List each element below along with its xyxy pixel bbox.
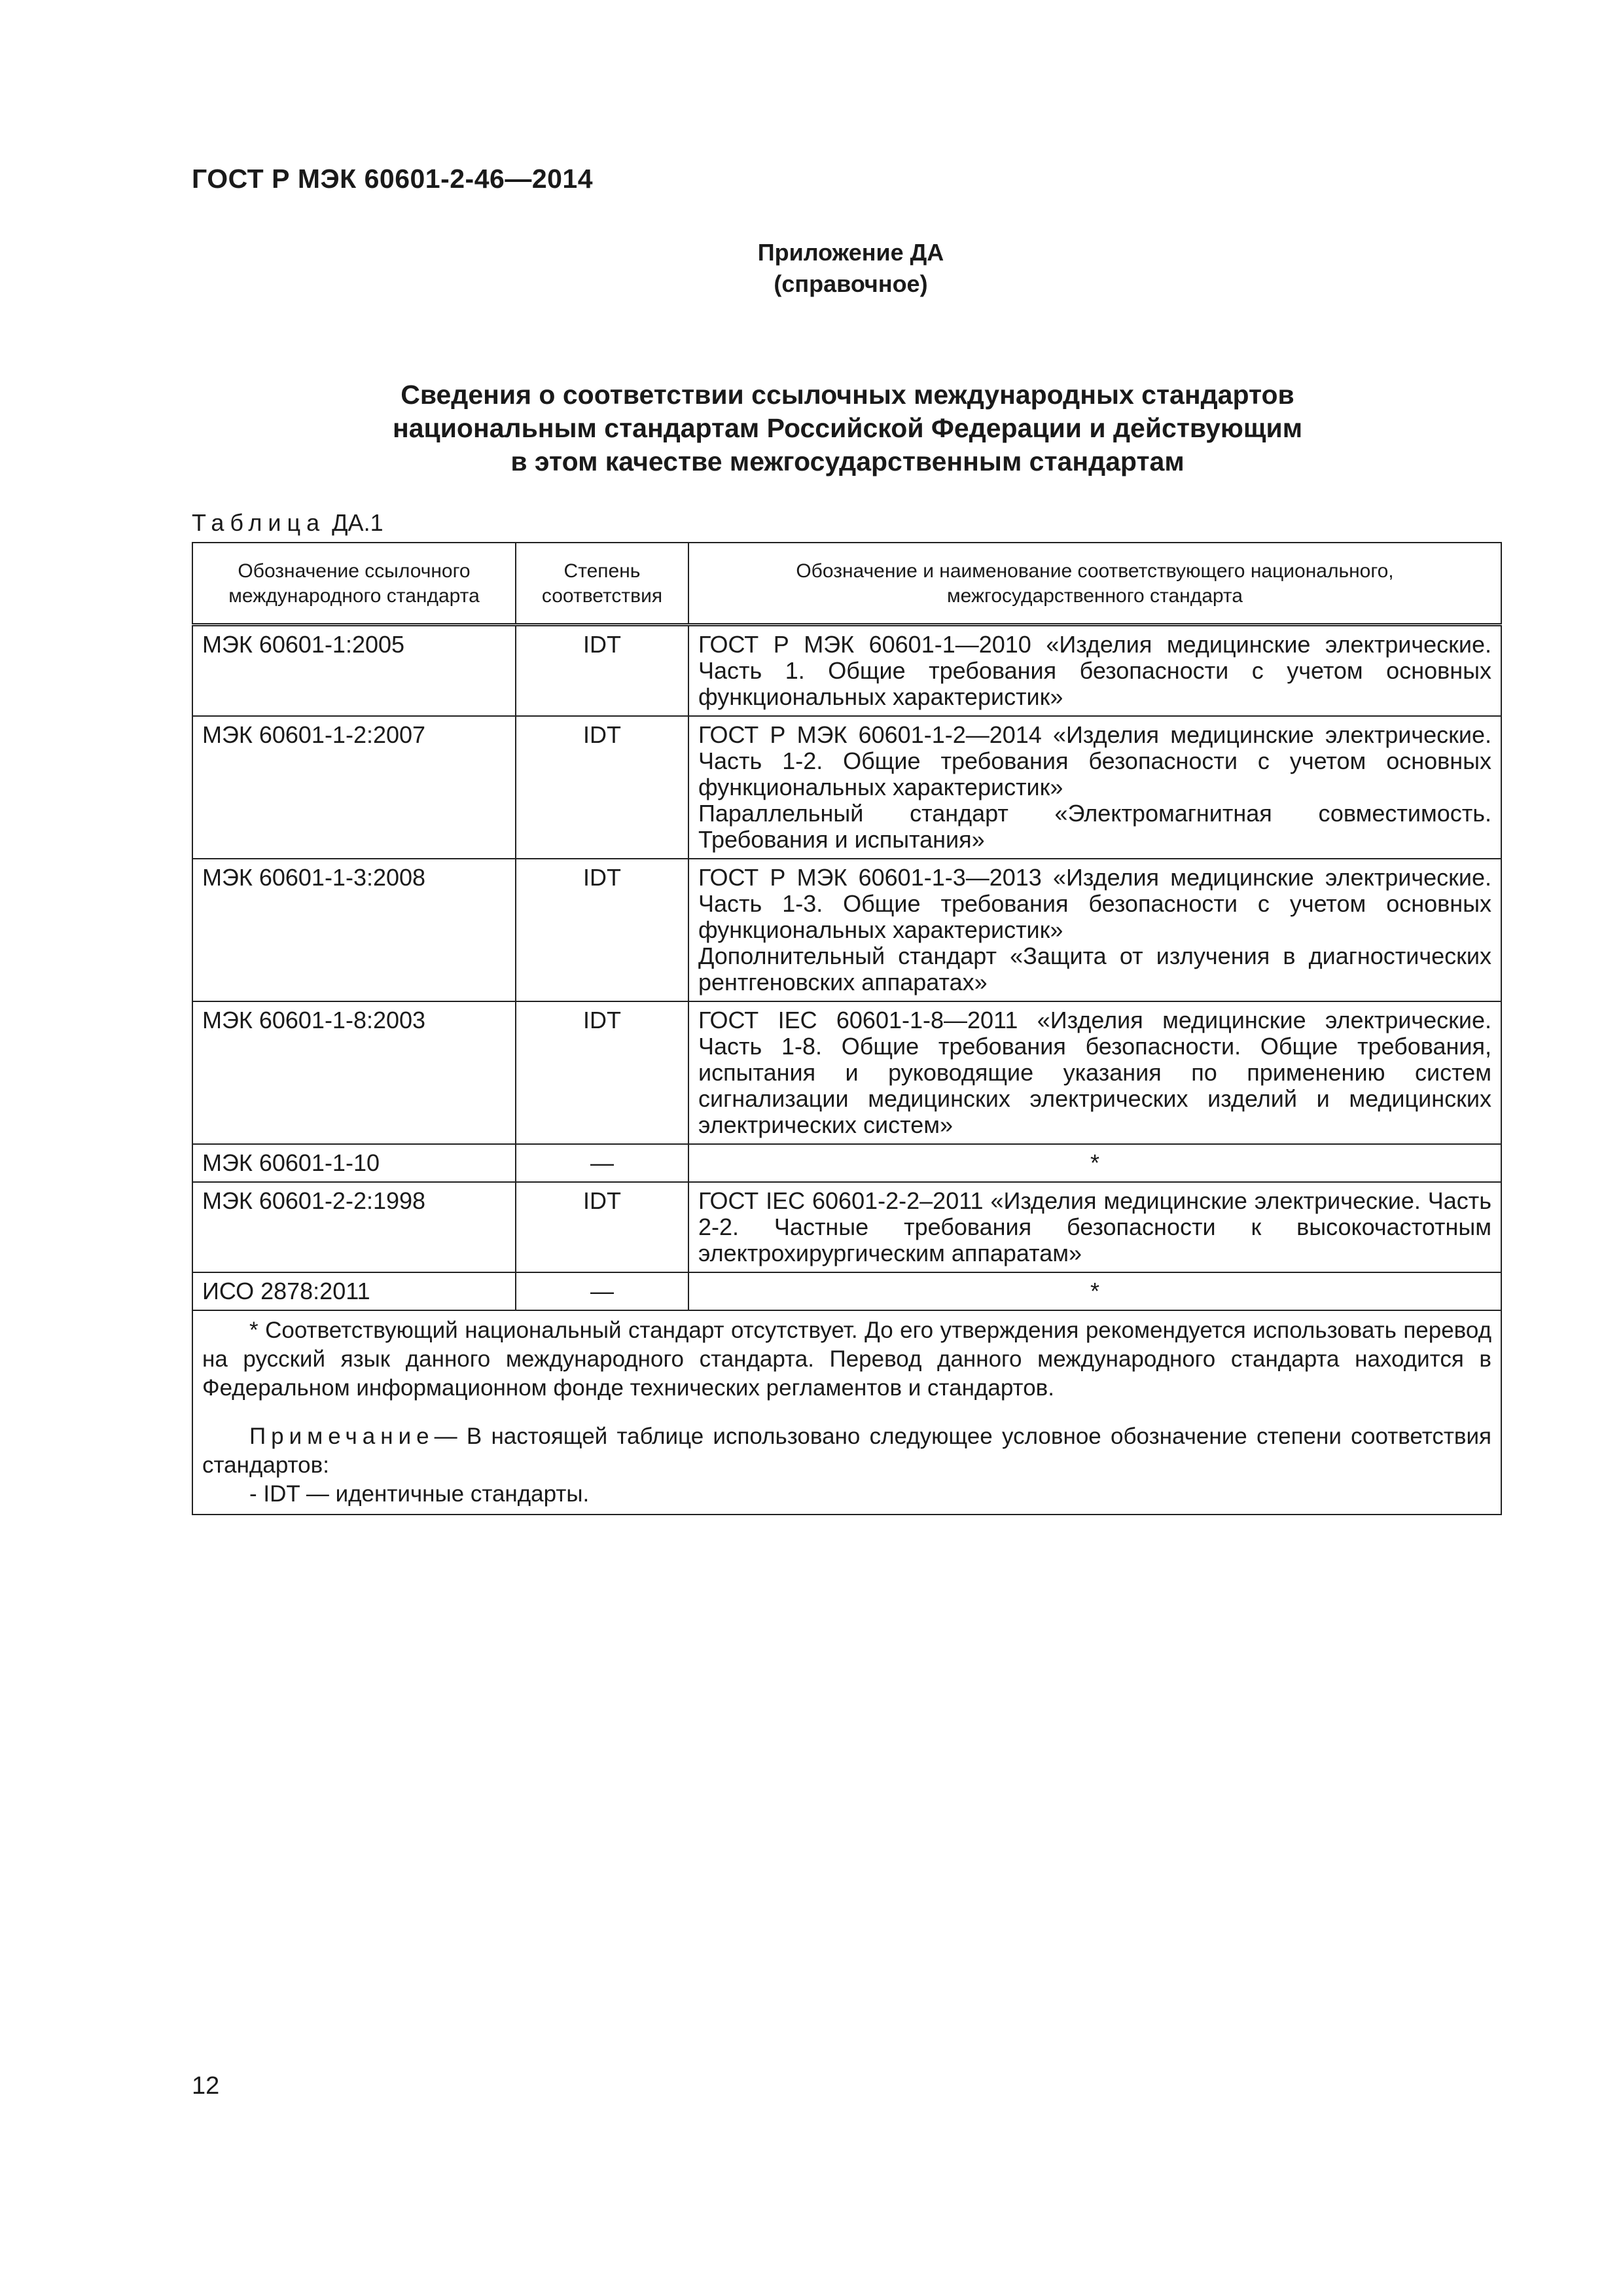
conformity-degree: IDT bbox=[516, 716, 688, 859]
table-row bbox=[192, 1272, 1501, 1310]
conformity-degree: IDT bbox=[516, 625, 688, 717]
table-header-row bbox=[192, 543, 1501, 625]
reference-code: МЭК 60601-2-2:1998 bbox=[192, 1182, 516, 1272]
section-title-line: национальным стандартам Российской Федерации и действующим bbox=[392, 413, 1303, 443]
reference-code: ИСО 2878:2011 bbox=[192, 1272, 516, 1310]
table-label-number: ДА.1 bbox=[332, 509, 383, 536]
national-standard bbox=[688, 1272, 1501, 1310]
header-text: Обозначение и наименование соответствующего национального, bbox=[796, 560, 1394, 582]
reference-code: МЭК 60601-1-2:2007 bbox=[192, 716, 516, 859]
footnote-marker: * bbox=[1090, 1149, 1099, 1176]
national-standard bbox=[688, 1182, 1501, 1272]
national-standard bbox=[688, 625, 1501, 717]
table-row bbox=[192, 1182, 1501, 1272]
annex-title: Приложение ДА bbox=[757, 239, 944, 266]
conformity-degree: IDT bbox=[516, 1001, 688, 1144]
note-list-item: - IDT — идентичные стандарты. bbox=[249, 1481, 590, 1507]
national-standard bbox=[688, 716, 1501, 859]
header-text: Обозначение ссылочного bbox=[238, 560, 471, 582]
column-header-degree bbox=[516, 543, 688, 625]
footnote-marker: * bbox=[1090, 1278, 1099, 1304]
national-standard-extra: Дополнительный стандарт «Защита от излучения в диагностических рентгеновских аппаратах» bbox=[698, 942, 1491, 996]
national-standard-extra: Параллельный стандарт «Электромагнитная совместимость. Требования и испытания» bbox=[698, 800, 1491, 853]
reference-code: МЭК 60601-1:2005 bbox=[192, 625, 516, 717]
column-header-reference bbox=[192, 543, 516, 625]
table-row bbox=[192, 716, 1501, 859]
note-label: Примечание bbox=[249, 1424, 435, 1449]
note-text: — В настоящей таблице использовано следующее условное обозначение степени соответствия стандартов: bbox=[202, 1424, 1491, 1478]
table-row bbox=[192, 625, 1501, 717]
conformity-degree: IDT bbox=[516, 1182, 688, 1272]
note bbox=[202, 1422, 1491, 1480]
reference-code: МЭК 60601-1-3:2008 bbox=[192, 859, 516, 1001]
reference-code: МЭК 60601-1-8:2003 bbox=[192, 1001, 516, 1144]
reference-code: МЭК 60601-1-10 bbox=[192, 1144, 516, 1182]
section-title-line: Сведения о соответствии ссылочных международных стандартов bbox=[401, 380, 1294, 410]
section-title-line: в этом качестве межгосударственным стандартам bbox=[510, 446, 1185, 476]
annex-subtitle: (справочное) bbox=[774, 270, 928, 297]
table-row bbox=[192, 1144, 1501, 1182]
document-header: ГОСТ Р МЭК 60601-2-46—2014 bbox=[192, 164, 594, 194]
header-text: Степень bbox=[563, 560, 641, 582]
table-row bbox=[192, 859, 1501, 1001]
table-footnotes bbox=[192, 1310, 1501, 1515]
national-standard-text: ГОСТ IEC 60601-2-2–2011 «Изделия медицинские электрические. Часть 2-2. Частные требования безопасности к высокочастотным электрохирургическим аппаратам» bbox=[698, 1187, 1491, 1266]
national-standard-text: ГОСТ Р МЭК 60601-1—2010 «Изделия медицинские электрические. Часть 1. Общие требования безопасности с учетом основных функциональных характеристик» bbox=[698, 631, 1491, 710]
footnote-text: * Соответствующий национальный стандарт отсутствует. До его утверждения рекомендуется использовать перевод на русский язык данного международного стандарта. Перевод данного международного стандарта находится в Федеральном информационном фонде технических регламентов и стандартов. bbox=[202, 1318, 1491, 1401]
header-text: международного стандарта bbox=[228, 585, 480, 607]
national-standard bbox=[688, 1144, 1501, 1182]
header-text: соответствия bbox=[541, 585, 663, 607]
national-standard-text: ГОСТ IEC 60601-1-8—2011 «Изделия медицинские электрические. Часть 1-8. Общие требования безопасности. Общие требования, испытания и руководящие указания по применению систем сигнализации медицинских электрических изделий и медицинских электрических систем» bbox=[698, 1007, 1491, 1138]
section-title bbox=[249, 378, 1446, 478]
national-standard bbox=[688, 1001, 1501, 1144]
conformity-degree: — bbox=[516, 1272, 688, 1310]
conformity-degree: — bbox=[516, 1144, 688, 1182]
conformity-degree: IDT bbox=[516, 859, 688, 1001]
annex-heading bbox=[628, 237, 1073, 300]
table-row bbox=[192, 1001, 1501, 1144]
national-standard-text: ГОСТ Р МЭК 60601-1-3—2013 «Изделия медицинские электрические. Часть 1-3. Общие требования безопасности с учетом основных функциональных характеристик» bbox=[698, 864, 1491, 943]
correspondence-table bbox=[192, 542, 1502, 1515]
column-header-national bbox=[688, 543, 1501, 625]
table-label bbox=[192, 509, 383, 537]
header-text: межгосударственного стандарта bbox=[947, 585, 1243, 607]
national-standard-text: ГОСТ Р МЭК 60601-1-2—2014 «Изделия медицинские электрические. Часть 1-2. Общие требования безопасности с учетом основных функциональных характеристик» bbox=[698, 721, 1491, 800]
table-footnote-row bbox=[192, 1310, 1501, 1515]
page-number: 12 bbox=[192, 2072, 220, 2100]
national-standard bbox=[688, 859, 1501, 1001]
table-label-word: Таблица bbox=[192, 509, 326, 536]
